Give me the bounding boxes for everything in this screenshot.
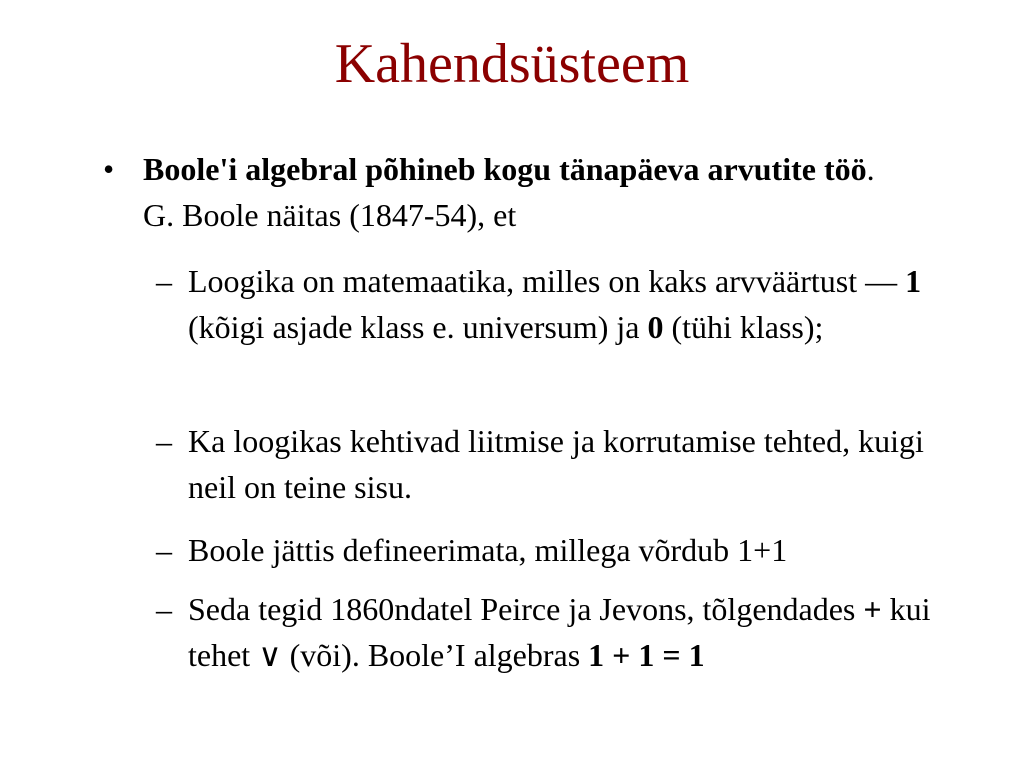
sub-item-text: (tühi klass); xyxy=(663,309,824,345)
sub-item-marker: – xyxy=(156,532,172,568)
bullet-marker: • xyxy=(103,151,115,187)
sub-item-bold: 1 + 1 = 1 xyxy=(588,637,705,673)
sub-item-bold: + xyxy=(863,591,882,627)
sub-item-text: Seda tegid 1860ndatel Peirce ja Jevons, tõlgendades xyxy=(188,591,864,627)
sub-item-text: (või). Boole’I algebras xyxy=(281,637,589,673)
sub-item-bold: 0 xyxy=(647,309,664,345)
bullet-item xyxy=(143,146,903,238)
sub-item: Boole jättis defineerimata, millega võrdub 1+1 xyxy=(188,532,788,568)
logical-or-symbol: ∨ xyxy=(258,637,282,673)
sub-item-marker: – xyxy=(156,591,172,627)
sub-item xyxy=(188,586,948,678)
bullet-bold-text: Boole'i algebral põhineb kogu tänapäeva arvutite töö xyxy=(143,151,867,187)
sub-item: Ka loogikas kehtivad liitmise ja korrutamise tehted, kuigi neil on teine sisu. xyxy=(188,423,924,505)
sub-item-marker: – xyxy=(156,263,172,299)
sub-item-text: Loogika on matemaatika, milles on kaks arvväärtust — xyxy=(188,263,906,299)
bullet-text: . G. Boole näitas (1847-54), et xyxy=(143,151,875,233)
slide-title: Kahendsüsteem xyxy=(334,33,690,95)
sub-item-marker: – xyxy=(156,423,172,459)
sub-item-text: (kõigi asjade klass e. universum) ja xyxy=(188,309,648,345)
sub-item xyxy=(188,258,948,350)
sub-item-text: kui tehet xyxy=(188,591,931,673)
sub-item-bold: 1 xyxy=(905,263,922,299)
